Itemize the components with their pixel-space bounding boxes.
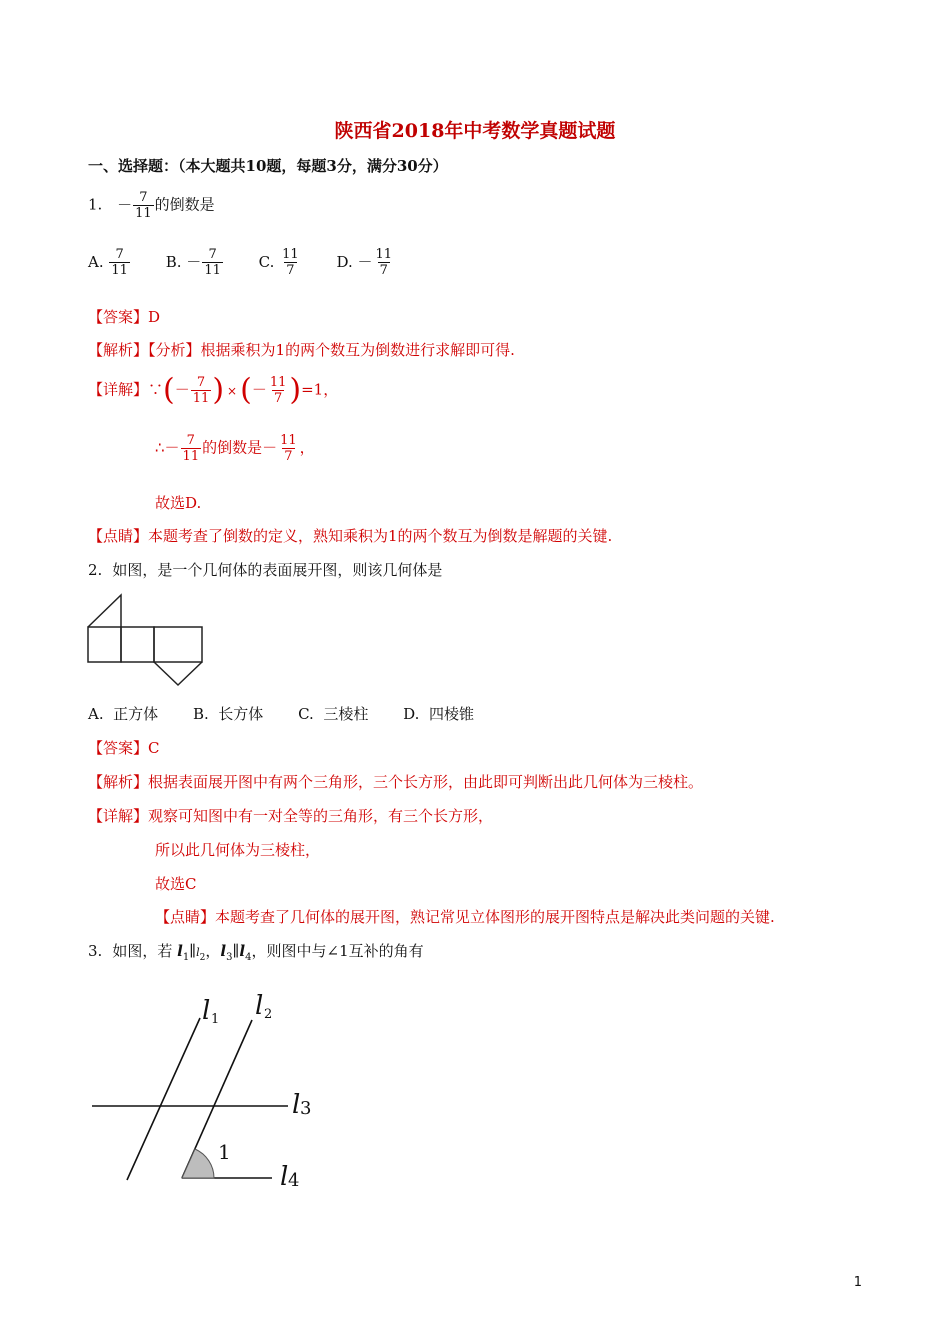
q2-detail: 【详解】观察可知图中有一对全等的三角形，有三个长方形，: [88, 807, 494, 825]
label-l4: l: [280, 1162, 289, 1192]
q1-fraction: $\frac{7}{11}$: [135, 190, 152, 221]
q1-number: 1.: [88, 195, 103, 214]
q1-answer: 【答案】D: [88, 308, 161, 326]
q1-option-b[interactable]: B. － $\frac{7}{11}$: [165, 247, 221, 278]
q1-choose: 故选D.: [155, 494, 202, 512]
q2-choose: 故选C: [155, 875, 197, 893]
page-title: 陕西省2018年中考数学真题试题: [334, 120, 616, 142]
q2-analysis: 【解析】根据表面展开图中有两个三角形，三个长方形，由此即可判断出此几何体为三棱柱。: [88, 773, 704, 791]
q1-analysis: 【解析】【分析】根据乘积为1的两个数互为倒数进行求解即可得.: [88, 341, 515, 359]
q2-option-c[interactable]: C. 三棱柱: [298, 705, 369, 723]
section-heading: 一、选择题：（本大题共10题，每题3分，满分30分）: [88, 157, 448, 175]
label-l4-sub: 4: [288, 1170, 300, 1191]
angle-1-marker: [182, 1149, 214, 1178]
q2-comment: 【点睛】本题考查了几何体的展开图，熟记常见立体图形的展开图特点是解决此类问题的关键.: [155, 908, 775, 926]
label-l1-sub: 1: [211, 1012, 220, 1027]
page-number: 1: [853, 1275, 862, 1290]
q1-option-d[interactable]: D. － $\frac{11}{7}$: [336, 247, 393, 278]
q2-option-a[interactable]: A. 正方体: [88, 705, 159, 723]
q1-option-c[interactable]: C. $\frac{11}{7}$: [258, 247, 299, 278]
label-l2: l: [255, 991, 264, 1021]
q1-detail: 【详解】∵(－ $\frac{7}{11}$ ) × (－ $\frac{11}{7}$ )=1，: [88, 372, 339, 408]
label-angle-1: 1: [218, 1140, 231, 1164]
label-l2-sub: 2: [264, 1007, 273, 1022]
q2-detail-2: 所以此几何体为三棱柱，: [155, 841, 321, 859]
line-l1: [127, 1018, 200, 1180]
q1-stem-tail: 的倒数是: [154, 195, 215, 214]
q2-answer: 【答案】C: [88, 739, 160, 757]
q3-lines: [92, 1018, 288, 1180]
q1-minus: －: [117, 195, 133, 214]
q2-option-b[interactable]: B. 长方体: [192, 705, 264, 723]
q1-comment: 【点睛】本题考查了倒数的定义，熟知乘积为1的两个数互为倒数是解题的关键.: [88, 527, 613, 545]
q2-option-d[interactable]: D. 四棱锥: [403, 705, 474, 723]
q3-stem: 3. 如图，若 $l_1\parallel l_2$，$l_3\parallel l_4$，则图中与∠1互补的角有: [88, 942, 424, 963]
label-l3-sub: 3: [300, 1098, 312, 1119]
label-l3: l: [292, 1090, 301, 1120]
q1-option-a[interactable]: A. $\frac{7}{11}$: [88, 247, 128, 278]
label-l1: l: [202, 996, 211, 1026]
q2-stem: 2. 如图，是一个几何体的表面展开图，则该几何体是: [88, 561, 443, 579]
q1-therefore: ∴－ $\frac{7}{11}$ 的倒数是－ $\frac{11}{7}$ ，: [155, 433, 315, 464]
